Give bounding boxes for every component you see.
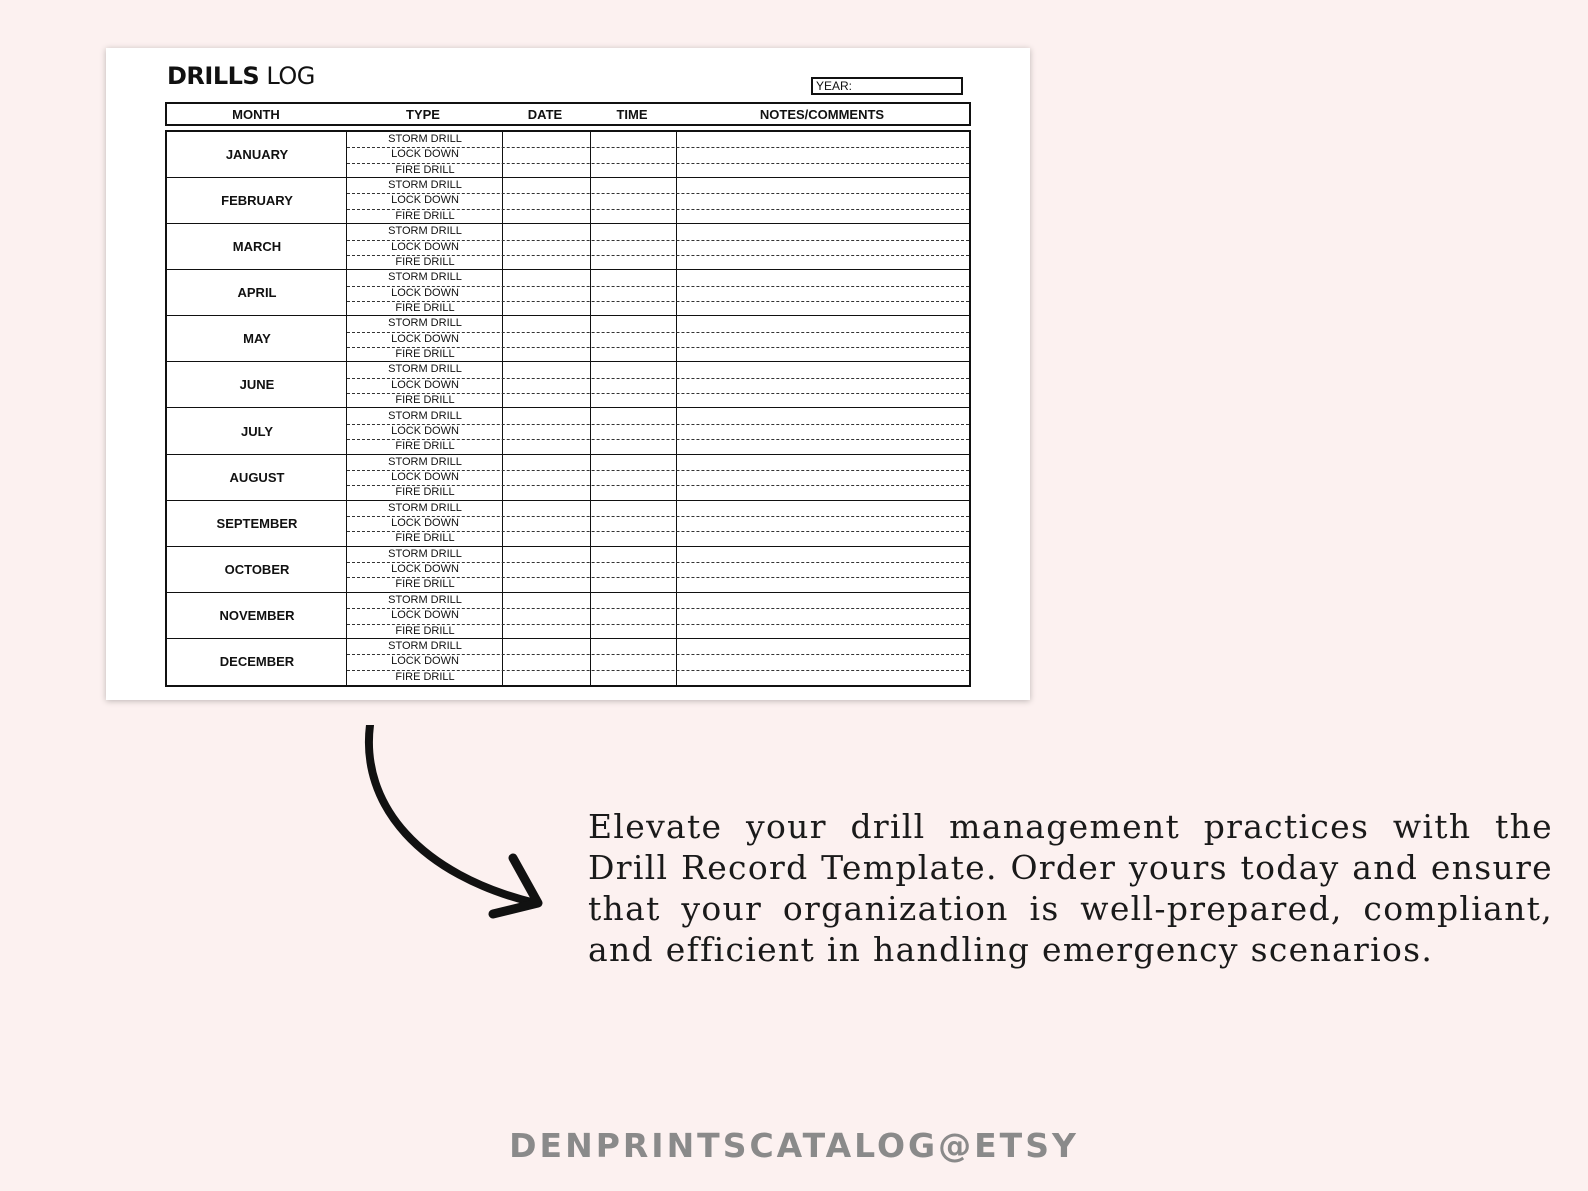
drill-type-label: FIRE DRILL (395, 670, 455, 683)
drill-type-label: STORM DRILL (388, 225, 462, 238)
month-label: DECEMBER (219, 654, 295, 670)
drill-type-label: LOCK DOWN (391, 378, 459, 391)
header-time: TIME (616, 107, 648, 122)
shop-credit: DENPRINTSCATALOG@ETSY (509, 1126, 1079, 1165)
drill-type-label: LOCK DOWN (391, 148, 459, 161)
drill-type-label: STORM DRILL (388, 317, 462, 330)
drill-type-label: STORM DRILL (388, 455, 462, 468)
drill-type-label: LOCK DOWN (391, 194, 459, 207)
drill-type-label: FIRE DRILL (395, 255, 455, 268)
month-label: JANUARY (225, 147, 289, 163)
drill-type-label: FIRE DRILL (395, 348, 455, 361)
drill-type-label: FIRE DRILL (395, 624, 455, 637)
drill-type-label: LOCK DOWN (391, 470, 459, 483)
drill-type-label: LOCK DOWN (391, 609, 459, 622)
title-regular: LOG (266, 62, 315, 90)
month-label: JUNE (239, 377, 275, 393)
month-label: APRIL (237, 285, 277, 301)
month-block (167, 362, 969, 408)
header-type: TYPE (406, 107, 440, 122)
drill-type-label: LOCK DOWN (391, 332, 459, 345)
month-block (167, 501, 969, 547)
drill-type-label: STORM DRILL (388, 639, 462, 652)
month-block (167, 409, 969, 455)
drill-type-label: LOCK DOWN (391, 517, 459, 530)
drill-type-label: FIRE DRILL (395, 440, 455, 453)
month-label: MAY (243, 331, 271, 347)
drill-type-label: FIRE DRILL (395, 301, 455, 314)
month-block (167, 270, 969, 316)
drill-type-label: STORM DRILL (388, 409, 462, 422)
drill-type-label: FIRE DRILL (395, 394, 455, 407)
drill-type-label: LOCK DOWN (391, 424, 459, 437)
drill-type-label: STORM DRILL (388, 547, 462, 560)
drill-type-label: LOCK DOWN (391, 563, 459, 576)
month-label: SEPTEMBER (216, 515, 298, 531)
month-label: MARCH (232, 239, 282, 255)
month-block (167, 593, 969, 639)
year-field[interactable] (811, 77, 963, 95)
month-label: AUGUST (229, 469, 285, 485)
month-block (167, 455, 969, 501)
month-block (167, 178, 969, 224)
drill-type-label: STORM DRILL (388, 593, 462, 606)
drill-type-label: FIRE DRILL (395, 163, 455, 176)
header-date: DATE (527, 107, 563, 122)
drill-type-label: STORM DRILL (388, 179, 462, 192)
drills-table (165, 130, 971, 687)
drill-type-label: FIRE DRILL (395, 486, 455, 499)
drill-type-label: LOCK DOWN (391, 240, 459, 253)
drill-type-label: STORM DRILL (388, 501, 462, 514)
curved-arrow-icon (360, 725, 560, 925)
month-label: NOVEMBER (219, 607, 295, 623)
header-month: MONTH (232, 107, 280, 122)
sheet-title (167, 62, 315, 90)
drill-type-label: STORM DRILL (388, 271, 462, 284)
month-block (167, 224, 969, 270)
month-block (167, 547, 969, 593)
drill-type-label: STORM DRILL (388, 363, 462, 376)
month-block (167, 639, 969, 685)
month-label: FEBRUARY (221, 193, 293, 209)
month-label: OCTOBER (224, 561, 290, 577)
month-block (167, 316, 969, 362)
year-label: YEAR: (816, 79, 853, 93)
drill-type-label: FIRE DRILL (395, 532, 455, 545)
drills-log-sheet (106, 48, 1030, 700)
month-label: JULY (240, 423, 274, 439)
drill-type-label: FIRE DRILL (395, 209, 455, 222)
header-notes: NOTES/COMMENTS (759, 107, 885, 122)
drill-type-label: STORM DRILL (388, 133, 462, 145)
drill-type-label: LOCK DOWN (391, 286, 459, 299)
table-header (165, 102, 971, 126)
title-bold: DRILLS (167, 62, 260, 90)
month-block (167, 132, 969, 178)
drill-type-label: FIRE DRILL (395, 578, 455, 591)
promo-text: Elevate your drill management practices with the Drill Record Template. Order yours today and ensure that your organization is well-prepared, compliant, and efficient in handling emergency scenarios. (588, 807, 1553, 969)
drill-type-label: LOCK DOWN (391, 655, 459, 668)
